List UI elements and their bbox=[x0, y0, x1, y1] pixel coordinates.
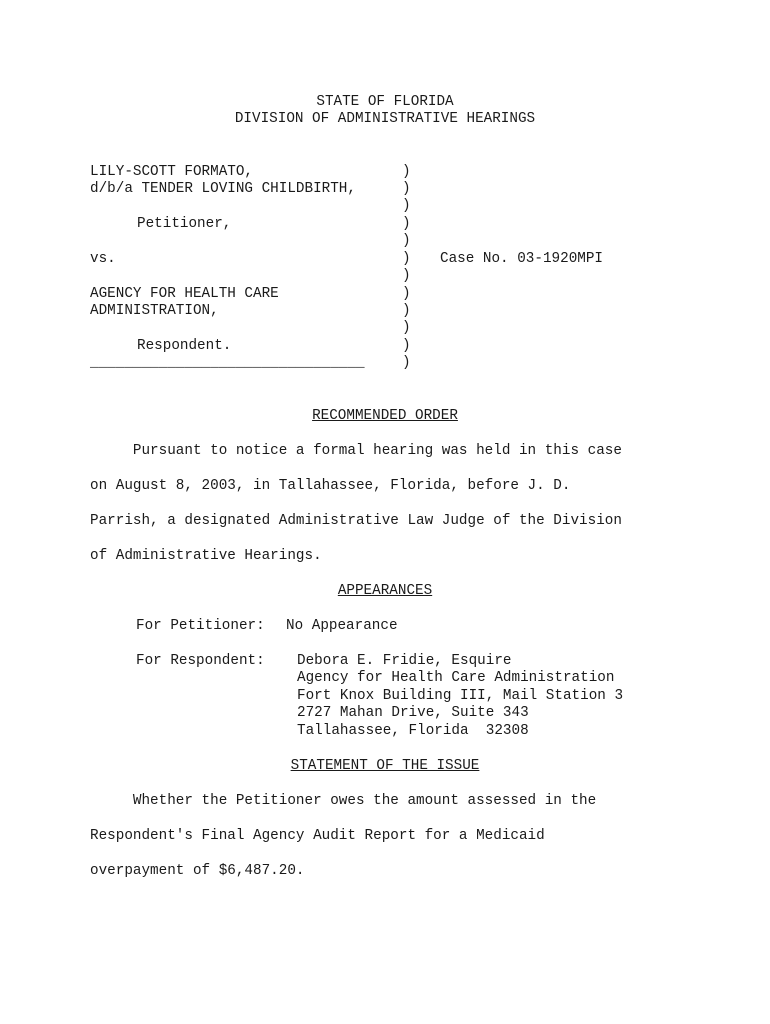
issue-paragraph-line: overpayment of $6,487.20. bbox=[90, 863, 305, 879]
caption-paren: ) bbox=[402, 303, 411, 319]
petitioner-name: LILY-SCOTT FORMATO, bbox=[90, 164, 254, 180]
issue-paragraph-line: Whether the Petitioner owes the amount assessed in the bbox=[90, 793, 597, 809]
caption-paren: ) bbox=[402, 181, 411, 197]
respondent-counsel-line: 2727 Mahan Drive, Suite 343 bbox=[297, 705, 529, 721]
caption-paren: ) bbox=[402, 268, 411, 284]
header-division: DIVISION OF ADMINISTRATIVE HEARINGS bbox=[234, 111, 536, 127]
issue-paragraph-line: Respondent's Final Agency Audit Report for a Medicaid bbox=[90, 828, 545, 844]
order-paragraph-line: of Administrative Hearings. bbox=[90, 548, 322, 564]
header-state: STATE OF FLORIDA bbox=[316, 94, 454, 110]
caption-paren: ) bbox=[402, 320, 411, 336]
caption-paren: ) bbox=[402, 164, 411, 180]
appearances-heading: APPEARANCES bbox=[337, 583, 433, 599]
case-number: Case No. 03-1920MPI bbox=[440, 251, 604, 267]
caption-paren: ) bbox=[402, 251, 411, 267]
order-paragraph-line: Parrish, a designated Administrative Law Judge of the Division bbox=[90, 513, 622, 529]
caption-paren: ) bbox=[402, 233, 411, 249]
respondent-role: Respondent. bbox=[137, 338, 232, 354]
caption-paren: ) bbox=[402, 286, 411, 302]
respondent-counsel-line: Debora E. Fridie, Esquire bbox=[297, 653, 512, 669]
respondent-counsel-line: Tallahassee, Florida 32308 bbox=[297, 723, 529, 739]
petitioner-appearance-label: For Petitioner: bbox=[136, 618, 265, 634]
petitioner-role: Petitioner, bbox=[137, 216, 232, 232]
caption-paren: ) bbox=[402, 355, 411, 371]
respondent-name-line1: AGENCY FOR HEALTH CARE bbox=[90, 286, 279, 302]
issue-heading: STATEMENT OF THE ISSUE bbox=[290, 758, 480, 774]
versus: vs. bbox=[90, 251, 116, 267]
caption-paren: ) bbox=[402, 338, 411, 354]
petitioner-appearance-value: No Appearance bbox=[286, 618, 398, 634]
order-paragraph-line: Pursuant to notice a formal hearing was held in this case bbox=[90, 443, 622, 459]
order-paragraph-line: on August 8, 2003, in Tallahassee, Florida, before J. D. bbox=[90, 478, 571, 494]
petitioner-dba: d/b/a TENDER LOVING CHILDBIRTH, bbox=[90, 181, 356, 197]
respondent-counsel-line: Fort Knox Building III, Mail Station 3 bbox=[297, 688, 624, 704]
caption-underline: ________________________________ bbox=[90, 355, 365, 371]
caption-paren: ) bbox=[402, 198, 411, 214]
respondent-appearance-label: For Respondent: bbox=[136, 653, 265, 669]
recommended-order-heading: RECOMMENDED ORDER bbox=[312, 408, 458, 424]
respondent-name-line2: ADMINISTRATION, bbox=[90, 303, 219, 319]
caption-paren: ) bbox=[402, 216, 411, 232]
respondent-counsel-line: Agency for Health Care Administration bbox=[297, 670, 615, 686]
